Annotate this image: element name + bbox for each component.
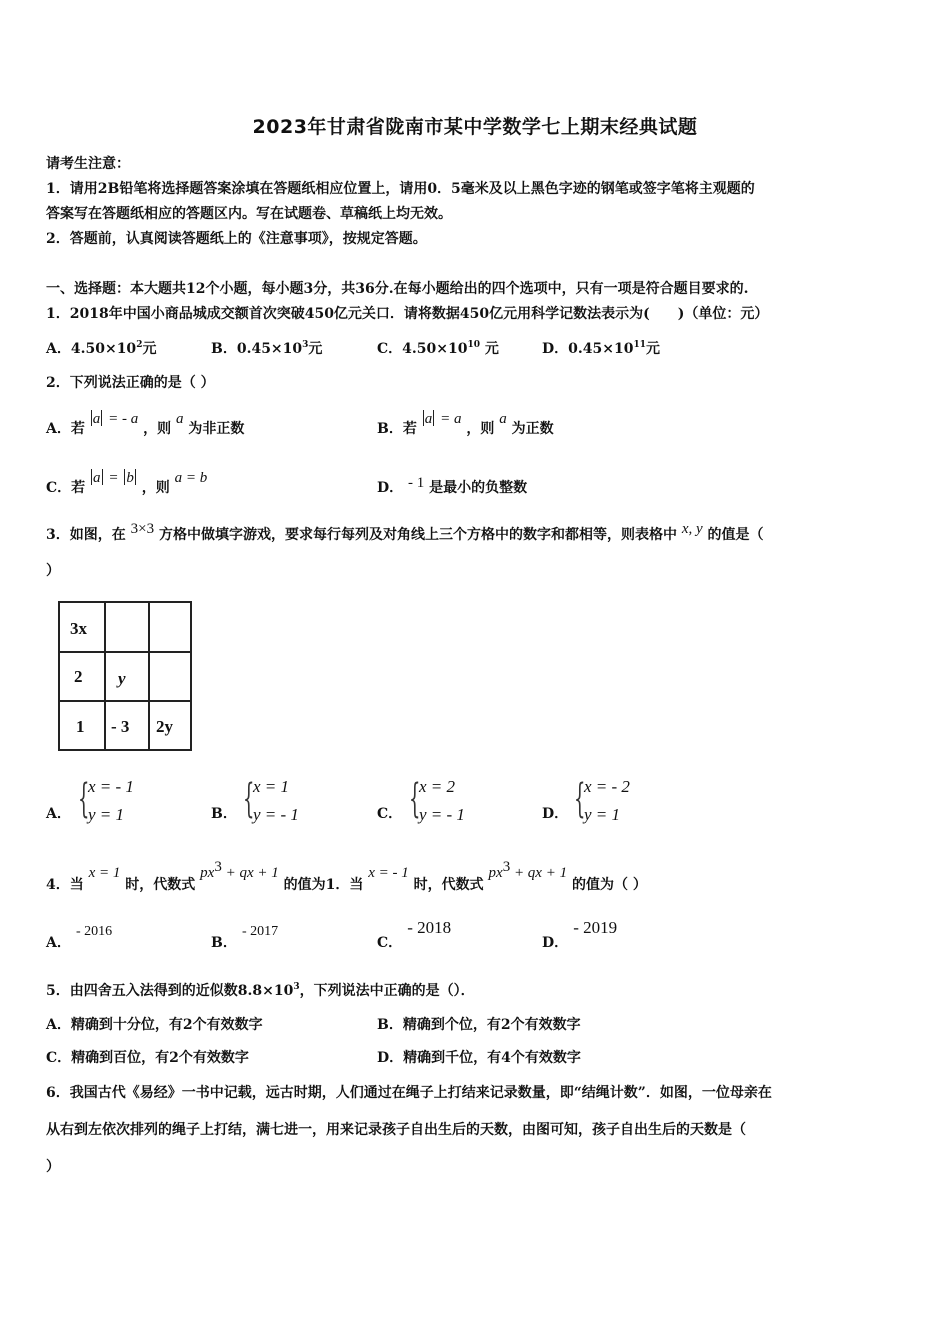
q3-stem-c: 的值是（ <box>707 527 764 543</box>
q3-option-d[interactable] <box>542 775 672 831</box>
q4-p4: 时，代数式 <box>413 877 484 893</box>
q2-option-d[interactable] <box>377 472 528 496</box>
q4-p2: 时，代数式 <box>125 877 196 893</box>
q4-p3: 的值为1．当 <box>283 877 364 893</box>
q6-line-1: 6．我国古代《易经》一书中记载，远古时期，人们通过在绳子上打结来记录数量，即“结绳计数”．如图，一位母亲在 <box>46 1085 772 1101</box>
q5-stem-exp: 3 <box>293 982 300 992</box>
q2-a-abs: a <box>92 411 101 427</box>
q3-b-label: B． <box>211 806 237 822</box>
q2-c-conc: a = b <box>174 470 208 486</box>
q4-stem <box>46 859 647 893</box>
notice-line-3: 2．答题前，认真阅读答题纸上的《注意事项》，按规定答题。 <box>46 231 427 247</box>
q4-a-label: A． <box>46 935 71 951</box>
q4-expr-1-b: + qx + 1 <box>221 865 279 881</box>
q6-line-3: ） <box>46 1159 60 1175</box>
grid-cell: 1 <box>76 717 85 736</box>
q5-option-c[interactable]: C．精确到百位，有2个有效数字 <box>46 1050 249 1066</box>
q4-c-label: C． <box>377 935 403 951</box>
q1-d-text: D．0.45×10 <box>542 341 634 357</box>
q3-d-y: y = 1 <box>584 805 621 824</box>
q4-expr-2-b: + qx + 1 <box>510 865 568 881</box>
q2-b-mid: ，则 <box>466 421 495 437</box>
grid-cell: - 3 <box>111 717 130 736</box>
q1-c-text: C．4.50×10 <box>377 341 468 357</box>
q4-p5: 的值为（ ） <box>571 877 647 893</box>
q2-c-cond: = <box>108 470 119 486</box>
q4-d-val: - 2019 <box>573 918 618 937</box>
q2-b-cond: = a <box>440 411 462 427</box>
notice-line-2: 答案写在答题纸相应的答题区内。写在试题卷、草稿纸上均无效。 <box>46 206 452 222</box>
q1-b-text: B．0.45×10 <box>211 341 303 357</box>
q1-option-b[interactable] <box>211 338 322 358</box>
q2-a-cond: = - a <box>108 411 139 427</box>
q2-d-val: - 1 <box>408 475 425 491</box>
q3-d-x: x = - 2 <box>584 777 630 796</box>
q2-c-pre: C．若 <box>46 480 86 496</box>
q5-stem-a: 5．由四舍五入法得到的近似数8.8×10 <box>46 983 294 999</box>
q1-a-text: A．4.50×10 <box>46 341 137 357</box>
q4-expr-2: $px^3$ + qx + 1 <box>488 859 568 881</box>
q4-c-val: - 2018 <box>407 918 452 937</box>
q3-option-c[interactable] <box>377 775 507 831</box>
q2-c-abs-a: a <box>93 470 101 486</box>
page-title: 2023年甘肃省陇南市某中学数学七上期末经典试题 <box>252 116 698 138</box>
q3-b-y: y = - 1 <box>253 805 299 824</box>
q4-b-val: - 2017 <box>241 924 279 939</box>
q1-b-unit: 元 <box>308 341 323 357</box>
q1-d-unit: 元 <box>645 341 660 357</box>
q3-a-label: A． <box>46 806 71 822</box>
q3-stem-b: 方格中做填字游戏，要求每行每列及对角线上三个方格中的数字和都相等，则表格中 <box>158 527 677 543</box>
q2-b-pre: B．若 <box>377 421 417 437</box>
q3-option-a[interactable] <box>46 775 176 831</box>
q1-c-unit: 元 <box>479 341 499 357</box>
q5-stem <box>46 980 475 1000</box>
q1-d-exp: 11 <box>633 340 646 350</box>
q5-option-d[interactable]: D．精确到千位，有4个有效数字 <box>377 1050 581 1066</box>
q4-expr-1-a: px <box>200 865 215 881</box>
q4-cond1: x = 1 <box>88 865 121 881</box>
q2-b-post: 为正数 <box>511 421 554 437</box>
q3-stem <box>46 518 764 543</box>
q4-expr-2-a: px <box>488 865 503 881</box>
q4-option-d[interactable] <box>542 918 618 951</box>
q1-b-exp: 3 <box>302 340 309 350</box>
q2-d-pre: D． <box>377 480 404 496</box>
q3-c-x: x = 2 <box>419 777 456 796</box>
q1-option-d[interactable] <box>542 338 660 358</box>
q1-a-unit: 元 <box>142 341 157 357</box>
q2-option-b[interactable] <box>377 408 554 437</box>
q6-line-2: 从右到左依次排列的绳子上打结，满七进一，用来记录孩子自出生后的天数，由图可知，孩子自出生后的天数是（ <box>46 1122 746 1138</box>
q3-stem-vars: x, y <box>681 521 703 537</box>
q2-option-a[interactable] <box>46 408 245 437</box>
q3-c-label: C． <box>377 806 403 822</box>
q4-option-a[interactable] <box>46 920 113 951</box>
q2-a-mid: ，则 <box>143 421 172 437</box>
q4-cond2: x = - 1 <box>368 865 409 881</box>
q2-b-abs: a <box>424 411 433 427</box>
q2-a-var: a <box>176 411 184 427</box>
q3-b-x: x = 1 <box>253 777 290 796</box>
q3-d-label: D． <box>542 806 569 822</box>
q5-option-b[interactable]: B．精确到个位，有2个有效数字 <box>377 1017 581 1033</box>
q2-option-c[interactable] <box>46 467 208 496</box>
q2-d-post: 是最小的负整数 <box>429 480 528 496</box>
q1-option-c[interactable] <box>377 338 499 358</box>
q4-b-label: B． <box>211 935 237 951</box>
q4-expr-1: $px^3$ + qx + 1 <box>200 859 279 881</box>
q4-a-val: - 2016 <box>75 924 113 939</box>
q1-option-a[interactable] <box>46 338 156 358</box>
brace-icon: { <box>574 776 586 822</box>
q5-stem-b: ，下列说法中正确的是（）． <box>299 983 475 999</box>
brace-icon: { <box>409 776 421 822</box>
brace-icon: { <box>243 776 255 822</box>
q2-a-pre: A．若 <box>46 421 85 437</box>
q5-option-a[interactable]: A．精确到十分位，有2个有效数字 <box>46 1017 263 1033</box>
q2-stem: 2．下列说法正确的是（ ） <box>46 375 215 391</box>
q2-b-var: a <box>499 411 507 427</box>
q4-p1: 4．当 <box>46 877 84 893</box>
q2-c-abs-b: b <box>126 470 134 486</box>
q1-stem: 1．2018年中国小商品城成交额首次突破450亿元关口．请将数据450亿元用科学记数法表示为( )（单位：元） <box>46 306 769 322</box>
q3-c-y: y = - 1 <box>419 805 465 824</box>
q4-d-label: D． <box>542 935 569 951</box>
q3-stem-grid: 3×3 <box>130 521 155 537</box>
q3-grid <box>58 601 192 751</box>
q3-a-y: y = 1 <box>88 805 125 824</box>
section-heading: 一、选择题：本大题共12个小题，每小题3分，共36分.在每小题给出的四个选项中，只有一项是符合题目要求的. <box>46 281 749 297</box>
q3-a-x: x = - 1 <box>88 777 134 796</box>
q3-option-b[interactable] <box>211 775 341 831</box>
grid-cell: 2y <box>156 717 173 736</box>
notice-heading: 请考生注意： <box>46 156 130 172</box>
q2-c-mid: ，则 <box>141 480 170 496</box>
q1-a-exp: 2 <box>136 340 143 350</box>
q3-stem-end: ） <box>46 563 60 579</box>
brace-icon: { <box>78 776 90 822</box>
q3-stem-a: 3．如图，在 <box>46 527 126 543</box>
notice-line-1: 1．请用2B铅笔将选择题答案涂填在答题纸相应位置上，请用0．5毫米及以上黑色字迹的钢笔或签字笔将主观题的 <box>46 181 755 197</box>
grid-cell: 2 <box>74 667 83 686</box>
grid-cell: y <box>118 669 126 688</box>
grid-cell: 3x <box>70 619 87 638</box>
q2-a-post: 为非正数 <box>188 421 245 437</box>
q1-c-exp: 10 <box>467 340 480 350</box>
q4-option-c[interactable] <box>377 918 452 951</box>
q4-option-b[interactable] <box>211 920 279 951</box>
